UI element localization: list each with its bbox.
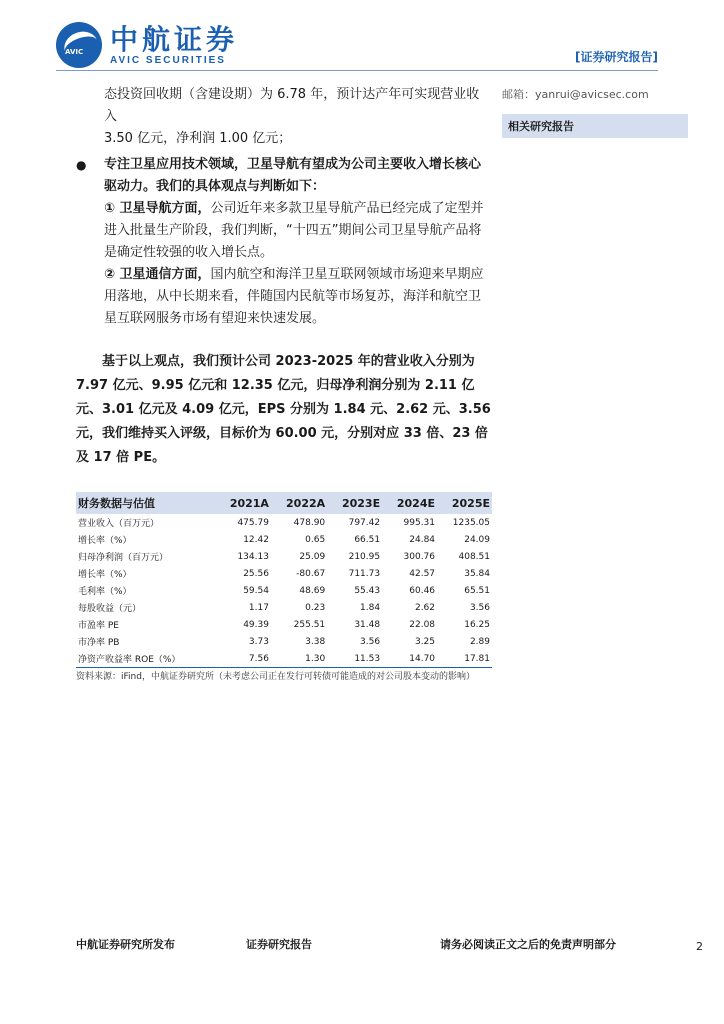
table-cell: 7.56 [215, 650, 271, 668]
table-cell: 市净率 PB [78, 638, 120, 648]
point-text: 国内航空和海洋卫星互联网领域市场迎来早期应用落地，从中长期来看，伴随国内民航等市场复苏，海洋和航空卫星互联网服务市场有望迎来快速发展。 [104, 267, 484, 326]
table-cell: 134.13 [237, 551, 269, 562]
table-cell: 11.53 [327, 650, 382, 668]
company-logo [56, 22, 238, 68]
footer-report-type: 证券研究报告 [246, 938, 312, 951]
point-communication [76, 264, 492, 330]
table-source-note: 资料来源：iFind，中航证券研究所（未考虑公司正在发行可转债可能造成的对公司股本变动的影响） [76, 672, 475, 682]
footer-disclaimer: 请务必阅读正文之后的免责声明部分 [440, 938, 616, 951]
table-header: 2023E [327, 492, 382, 514]
sidebar [502, 86, 688, 138]
table-cell: 35.84 [464, 568, 490, 579]
avic-logo-icon: AVIC [56, 22, 102, 68]
table-header: 2021A [215, 492, 271, 514]
table-row [76, 531, 492, 548]
table-cell: 17.81 [437, 650, 492, 668]
table-cell: 1235.05 [452, 517, 490, 528]
table-cell: 12.42 [243, 534, 269, 545]
table-header: 2025E [437, 492, 492, 514]
table-cell: 24.84 [409, 534, 436, 545]
logo-chinese-name: 中航证券 [110, 22, 239, 56]
body-line: 3.50 亿元，净利润 1.00 亿元； [104, 131, 292, 146]
table-cell: 3.73 [248, 636, 269, 647]
table-cell: 1.30 [271, 650, 327, 668]
table-cell: 14.70 [382, 650, 437, 668]
table-cell: 797.42 [348, 517, 381, 528]
table-cell: 711.73 [348, 568, 381, 579]
table-cell: 48.69 [299, 585, 326, 596]
table-cell: 3.25 [414, 636, 436, 647]
table-cell: 300.76 [403, 551, 436, 562]
body-line: 态投资回收期（含建设期）为 6.78 年，预计达产年可实现营业收入 [104, 87, 480, 124]
table-cell: 25.56 [243, 568, 269, 579]
table-cell: 增长率（%） [78, 570, 132, 580]
bullet-text: 专注卫星应用技术领域，卫星导航有望成为公司主要收入增长核心驱动力。我们的具体观点与判断如下： [104, 157, 482, 194]
table-cell: 3.56 [360, 636, 381, 647]
table-cell: 22.08 [409, 619, 436, 630]
table-cell: 255.51 [293, 619, 326, 630]
table-row [76, 548, 492, 565]
table-cell: 3.38 [305, 636, 326, 647]
point-navigation [76, 198, 492, 264]
table-cell: 每股收益（元） [78, 604, 142, 614]
table-cell: 475.79 [237, 517, 269, 528]
table-row [76, 599, 492, 616]
table-cell: 55.43 [354, 585, 381, 596]
table-cell: 25.09 [299, 551, 326, 562]
table-cell: 16.25 [464, 619, 490, 630]
table-header: 财务数据与估值 [76, 492, 215, 514]
table-cell: 31.48 [354, 619, 381, 630]
table-cell: 65.51 [464, 585, 490, 596]
table-row [76, 582, 492, 599]
summary-paragraph: 基于以上观点，我们预计公司 2023-2025 年的营业收入分别为 7.97 亿元、9.95 亿元和 12.35 亿元，归母净利润分别为 2.11 亿元、3.01 亿元及 4.09 亿元，EPS 分别为 1.84 元、2.62 元、3.56 元，我们维持买入评级，目标价为 60.00 元，分别对应 33 倍、23 倍及 17 倍 PE。 [76, 354, 491, 465]
table-row [76, 650, 492, 668]
table-cell: 市盈率 PE [78, 621, 119, 631]
table-cell: 60.46 [409, 585, 436, 596]
table-row [76, 514, 492, 531]
report-type-tag: [证券研究报告] [575, 50, 658, 64]
table-cell: -80.67 [296, 568, 326, 579]
table-cell: 营业收入（百万元） [78, 519, 160, 529]
logo-english-name: AVIC SECURITIES [110, 54, 226, 66]
table-cell: 49.39 [243, 619, 269, 630]
point-text: 公司近年来多款卫星导航产品已经完成了定型并进入批量生产阶段，我们判断，“十四五”期间公司卫星导航产品将是确定性较强的收入增长点。 [104, 201, 484, 260]
table-cell: 408.51 [458, 551, 490, 562]
table-cell: 66.51 [354, 534, 381, 545]
table-cell: 毛利率（%） [78, 587, 132, 597]
table-cell: 24.09 [464, 534, 490, 545]
financial-table [76, 492, 492, 668]
table-cell: 1.84 [360, 602, 381, 613]
analyst-email: 邮箱：yanrui@avicsec.com [502, 88, 649, 101]
table-cell: 1.17 [248, 602, 269, 613]
table-cell: 3.56 [469, 602, 490, 613]
table-header: 2024E [382, 492, 437, 514]
table-cell: 2.89 [469, 636, 490, 647]
main-content [76, 84, 492, 470]
table-row [76, 616, 492, 633]
table-row [76, 565, 492, 582]
table-row [76, 633, 492, 650]
table-cell: 478.90 [293, 517, 326, 528]
table-cell: 210.95 [348, 551, 381, 562]
table-cell: 0.65 [305, 534, 326, 545]
bullet-icon: ● [76, 158, 87, 172]
table-cell: 42.57 [409, 568, 436, 579]
table-cell: 995.31 [403, 517, 436, 528]
table-cell: 59.54 [243, 585, 269, 596]
table-cell: 归母净利润（百万元） [78, 553, 169, 563]
table-cell: 2.62 [414, 602, 436, 613]
table-cell: 增长率（%） [78, 536, 132, 546]
related-reports-title: 相关研究报告 [502, 114, 688, 138]
header-divider [56, 70, 658, 71]
table-cell: 净资产收益率 ROE（%） [76, 650, 215, 668]
page-number: 2 [696, 940, 703, 953]
bullet-point [76, 154, 492, 198]
table-header: 2022A [271, 492, 327, 514]
point-lead: ② 卫星通信方面， [104, 267, 211, 282]
table-header-row [76, 492, 492, 514]
footer-publisher: 中航证券研究所发布 [76, 938, 175, 951]
point-lead: ① 卫星导航方面， [104, 201, 211, 216]
table-cell: 0.23 [305, 602, 326, 613]
